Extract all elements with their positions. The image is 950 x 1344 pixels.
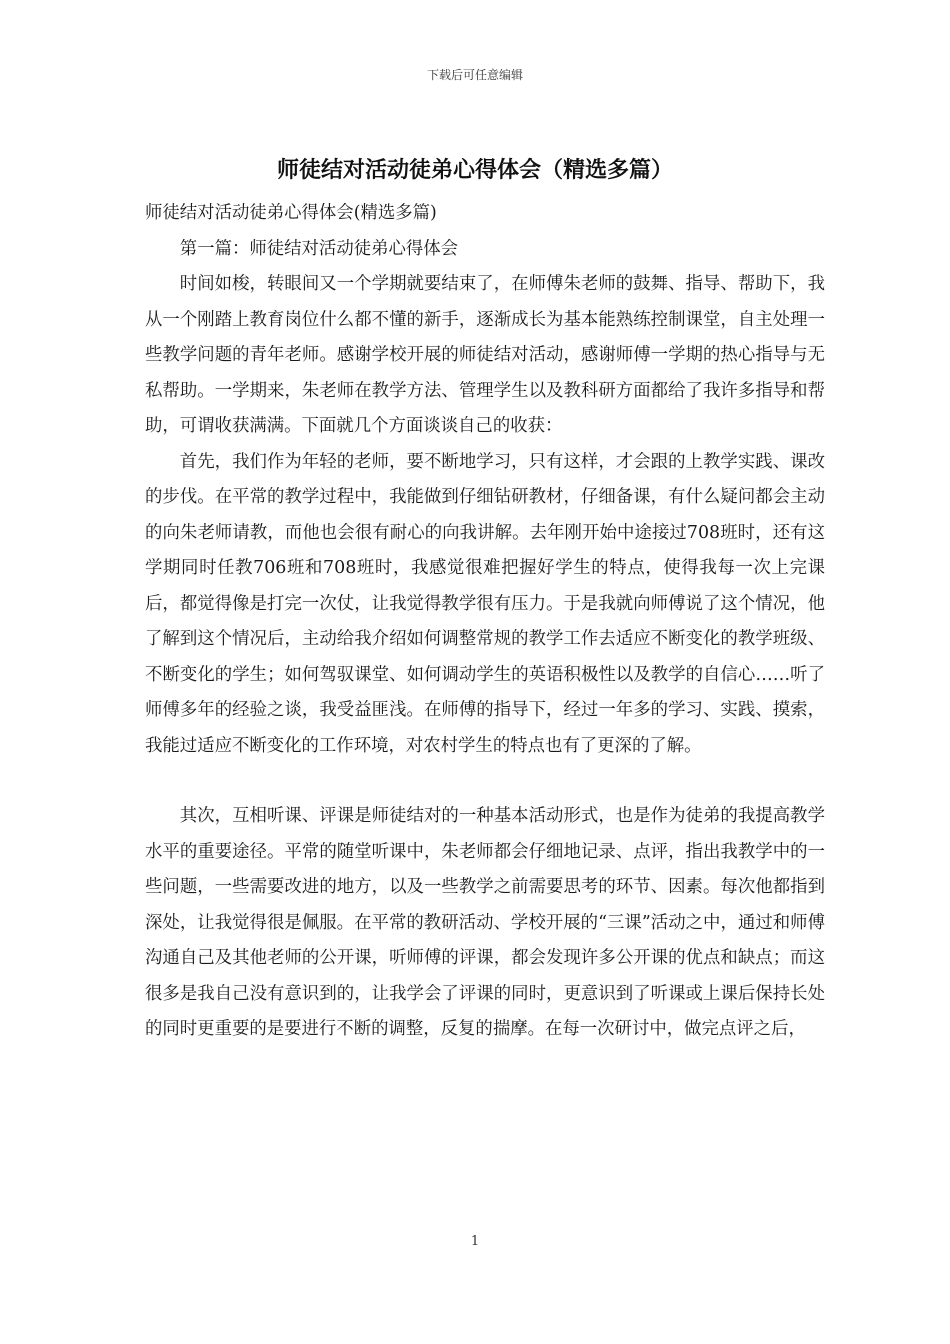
paragraph-spacer bbox=[145, 764, 825, 799]
document-title: 师徒结对活动徒弟心得体会（精选多篇） bbox=[276, 158, 673, 183]
paragraph-2: 首先，我们作为年轻的老师，要不断地学习，只有这样，才会跟的上教学实践、课改的步伐。在平常的教学过程中，我能做到仔细钻研教材，仔细备课，有什么疑问都会主动的向朱老师请教，而他也会很有耐心的向我讲解。去年刚开始中途接过708班时，还有这学期同时任教706班和708班时，我感觉很难把握好学生的特点，使得我每一次上完课后，都觉得像是打完一次仗，让我觉得教学很有压力。于是我就向师傅说了这个情况，他了解到这个情况后，主动给我介绍如何调整常规的教学工作去适应不断变化的教学班级、不断变化的学生；如何驾驭课堂、如何调动学生的英语积极性以及教学的自信心……听了师傅多年的经验之谈，我受益匪浅。在师傅的指导下，经过一年多的学习、实践、摸索，我能过适应不断变化的工作环境，对农村学生的特点也有了更深的了解。 bbox=[145, 451, 825, 756]
paragraph-1: 时间如梭，转眼间又一个学期就要结束了，在师傅朱老师的鼓舞、指导、帮助下，我从一个刚踏上教育岗位什么都不懂的新手，逐渐成长为基本能熟练控制课堂，自主处理一些教学问题的青年老师。感谢学校开展的师徒结对活动，感谢师傅一学期的热心指导与无私帮助。一学期来，朱老师在教学方法、管理学生以及教科研方面都给了我许多指导和帮助，可谓收获满满。下面就几个方面谈谈自己的收获： bbox=[145, 274, 825, 436]
section-heading: 第一篇：师徒结对活动徒弟心得体会 bbox=[179, 238, 459, 259]
header-note: 下载后可任意编辑 bbox=[426, 68, 523, 82]
page-number: 1 bbox=[470, 1234, 480, 1249]
paragraph-3: 其次，互相听课、评课是师徒结对的一种基本活动形式，也是作为徒弟的我提高教学水平的重要途径。平常的随堂听课中，朱老师都会仔细地记录、点评，指出我教学中的一些问题，一些需要改进的地方，以及一些教学之前需要思考的环节、因素。每次他都指到深处，让我觉得很是佩服。在平常的教研活动、学校开展的“三课”活动之中，通过和师傅沟通自己及其他老师的公开课，听师傅的评课，都会发现许多公开课的优点和缺点；而这很多是我自己没有意识到的，让我学会了评课的同时，更意识到了听课或上课后保持长处的同时更重要的是要进行不断的调整，反复的揣摩。在每一次研讨中，做完点评之后， bbox=[145, 806, 825, 1039]
document-body bbox=[145, 196, 825, 1048]
document-subtitle: 师徒结对活动徒弟心得体会(精选多篇) bbox=[145, 203, 437, 223]
